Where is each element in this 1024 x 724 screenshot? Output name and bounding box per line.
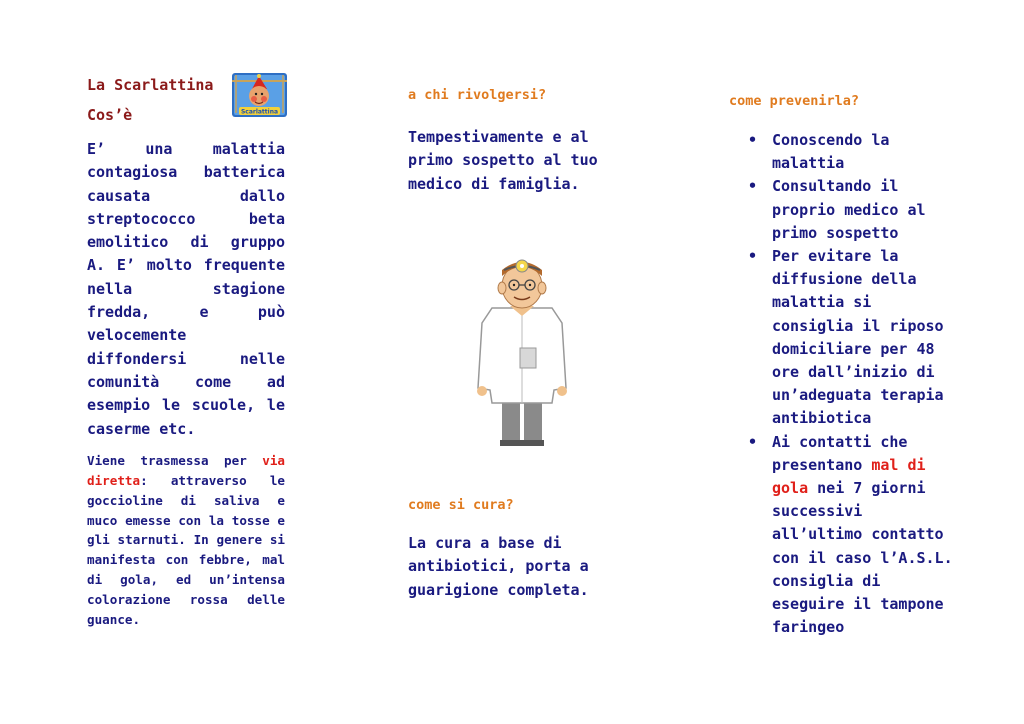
heading-come-si-cura: come si cura?	[408, 497, 514, 513]
heading-a-chi-rivolgersi: a chi rivolgersi?	[408, 87, 547, 103]
scarlattina-logo-icon	[232, 73, 287, 117]
list-item	[748, 129, 958, 175]
section-title-cose: Cos’è	[87, 106, 133, 124]
bullet-icon: •	[748, 247, 758, 266]
transmission-highlight: via diretta	[87, 452, 285, 488]
transmission-paragraph	[87, 451, 285, 630]
logo-label: Scarlattina	[240, 108, 279, 116]
column-scarlattina	[87, 74, 285, 630]
prevention-list	[748, 129, 958, 639]
bullet-icon: •	[748, 131, 758, 149]
heading-come-prevenirla: come prevenirla?	[729, 93, 860, 109]
transmission-text-start: Viene trasmessa per	[87, 452, 263, 468]
list-item-text: Conoscendo la malattia	[772, 131, 890, 173]
bullet-icon: •	[748, 177, 758, 196]
list-item	[748, 431, 958, 640]
list-item-text-start: Ai contatti che presentano	[772, 432, 908, 474]
doctor-illustration-icon	[462, 248, 582, 448]
bullet-icon: •	[748, 432, 758, 451]
transmission-text-end: : attraverso le goccioline di saliva e muco emesse con la tosse e gli starnuti. In genere si manifesta con febbre, mal di gola, ed un’intensa colorazione rossa delle guance.	[87, 472, 285, 628]
list-item-text: Consultando il proprio medico al primo sospetto	[772, 177, 926, 242]
description-paragraph: E’ una malattia contagiosa batterica causata dallo streptococco beta emolitico di gruppo A. E’ molto frequente nella stagione fredda, e può velocemente diffondersi nelle comunità come ad esempio le scuole, le caserme etc.	[87, 140, 285, 438]
list-item-highlight: mal di gola	[772, 455, 926, 498]
list-item	[748, 245, 958, 431]
list-item-text-end: nei 7 giorni successivi all’ultimo contatto con il caso l’A.S.L. consiglia di eseguire il tampone faringeo	[772, 479, 953, 637]
answer-come-si-cura: La cura a base di antibiotici, porta a guarigione completa.	[408, 534, 589, 599]
list-item-text	[772, 433, 953, 637]
answer-a-chi-rivolgersi: Tempestivamente e al primo sospetto al tuo medico di famiglia.	[408, 128, 598, 193]
page-title: La Scarlattina	[87, 76, 214, 94]
list-item	[748, 175, 958, 245]
list-item-text: Per evitare la diffusione della malattia si consiglia il riposo domiciliare per 48 ore dall’inizio di un’adeguata terapia antibiotica	[772, 247, 944, 428]
